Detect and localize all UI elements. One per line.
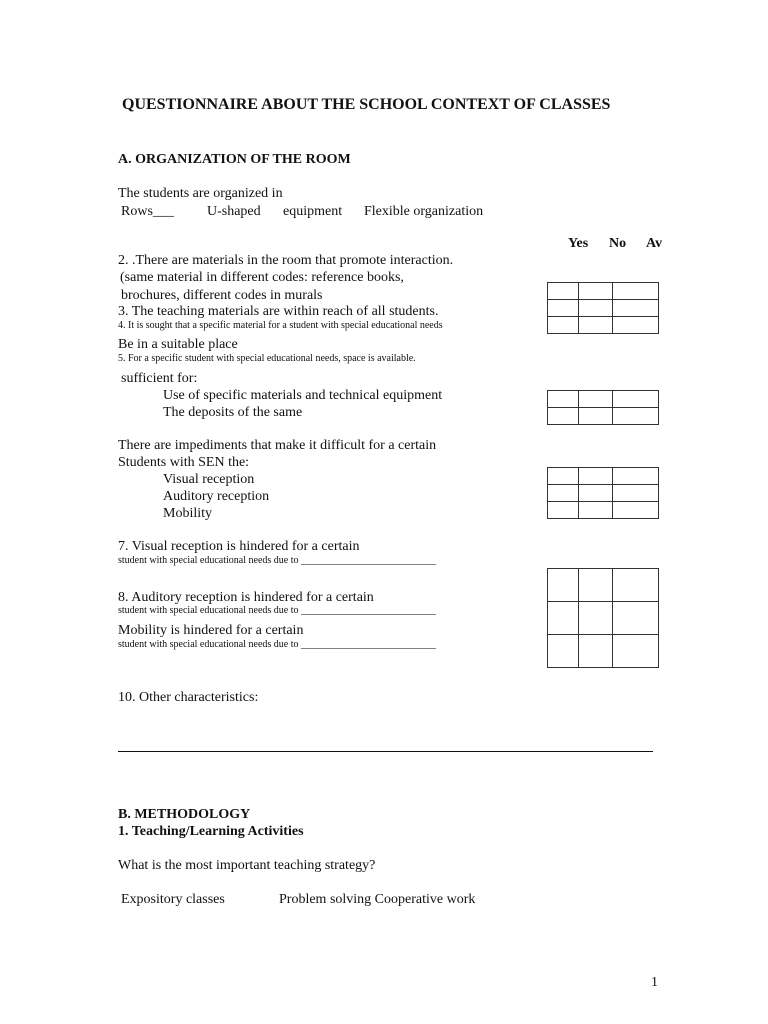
q6-item-visual: Visual reception [163, 472, 255, 487]
q2-line3: brochures, different codes in murals [121, 288, 323, 303]
answer-cell[interactable] [579, 569, 613, 602]
column-av: Av [646, 236, 663, 251]
answer-cell[interactable] [579, 485, 613, 502]
q6-item-auditory: Auditory reception [163, 489, 270, 504]
answer-cell[interactable] [579, 300, 613, 317]
answer-cell[interactable] [548, 408, 579, 425]
answer-cell[interactable] [613, 635, 659, 668]
answer-cell[interactable] [613, 602, 659, 635]
answer-cell[interactable] [579, 391, 613, 408]
q4-line1: 4. It is sought that a specific material for a student with special educational needs [118, 320, 443, 331]
q7-line2: student with special educational needs due to ___________________________ [118, 555, 437, 566]
q4-line2: Be in a suitable place [118, 337, 238, 352]
answer-cell[interactable] [579, 635, 613, 668]
column-no: No [609, 236, 627, 251]
q6-line2: Students with SEN the: [118, 455, 250, 470]
answer-cell[interactable] [613, 317, 659, 334]
answer-cell[interactable] [613, 485, 659, 502]
q1-text: The students are organized in [118, 186, 283, 201]
answer-cell[interactable] [579, 468, 613, 485]
answer-cell[interactable] [548, 300, 579, 317]
answer-cell[interactable] [613, 283, 659, 300]
q8-line1: 8. Auditory reception is hindered for a certain [118, 590, 374, 605]
q6-item-mobility: Mobility [163, 506, 213, 521]
page-number: 1 [651, 975, 658, 990]
answer-cell[interactable] [613, 391, 659, 408]
answer-cell[interactable] [579, 317, 613, 334]
q2-line2: (same material in different codes: reference books, [120, 270, 404, 285]
answer-cell[interactable] [548, 317, 579, 334]
q5-line1: 5. For a specific student with special educational needs, space is available. [118, 353, 416, 364]
answer-cell[interactable] [579, 602, 613, 635]
strategy-question: What is the most important teaching strategy? [118, 858, 376, 873]
answer-cell[interactable] [579, 283, 613, 300]
page-title: QUESTIONNAIRE ABOUT THE SCHOOL CONTEXT OF CLASSES [122, 96, 611, 113]
answer-grid-q7-q9 [547, 568, 659, 668]
q5-line2: sufficient for: [121, 371, 198, 386]
answer-cell[interactable] [548, 485, 579, 502]
q1-option-flexible: Flexible organization [364, 204, 484, 219]
answer-cell[interactable] [579, 502, 613, 519]
strategy-option-problem-cooperative: Problem solving Cooperative work [279, 892, 476, 907]
q1-option-equipment: equipment [283, 204, 343, 219]
answer-cell[interactable] [613, 468, 659, 485]
answer-cell[interactable] [548, 602, 579, 635]
strategy-option-expository: Expository classes [121, 892, 225, 907]
answer-cell[interactable] [579, 408, 613, 425]
q7-line1: 7. Visual reception is hindered for a certain [118, 539, 360, 554]
q1-option-u-shaped: U-shaped [207, 204, 261, 219]
section-a-heading: A. ORGANIZATION OF THE ROOM [118, 152, 351, 167]
column-yes: Yes [568, 236, 589, 251]
q6-line1: There are impediments that make it difficult for a certain [118, 438, 437, 453]
answer-grid-q6 [547, 467, 659, 519]
answer-cell[interactable] [613, 408, 659, 425]
q5-item-deposits: The deposits of the same [163, 405, 303, 420]
q10-answer-line[interactable] [118, 751, 653, 752]
answer-grid-q2-q4 [547, 282, 659, 334]
q9-line1: Mobility is hindered for a certain [118, 623, 304, 638]
answer-cell[interactable] [548, 468, 579, 485]
q8-line2: student with special educational needs due to ___________________________ [118, 605, 437, 616]
q5-item-materials: Use of specific materials and technical equipment [163, 388, 443, 403]
answer-cell[interactable] [548, 635, 579, 668]
answer-cell[interactable] [613, 502, 659, 519]
q1-option-rows: Rows___ [121, 204, 174, 219]
q2-line1: 2. .There are materials in the room that promote interaction. [118, 253, 454, 268]
answer-cell[interactable] [548, 283, 579, 300]
q9-line2: student with special educational needs due to ___________________________ [118, 639, 437, 650]
answer-cell[interactable] [548, 391, 579, 408]
answer-grid-q5 [547, 390, 659, 425]
answer-cell[interactable] [548, 569, 579, 602]
answer-cell[interactable] [548, 502, 579, 519]
section-b-subheading: 1. Teaching/Learning Activities [118, 824, 304, 839]
q3-text: 3. The teaching materials are within reach of all students. [118, 304, 439, 319]
section-b-heading: B. METHODOLOGY [118, 807, 251, 822]
answer-cell[interactable] [613, 300, 659, 317]
q10-text: 10. Other characteristics: [118, 690, 259, 705]
answer-cell[interactable] [613, 569, 659, 602]
